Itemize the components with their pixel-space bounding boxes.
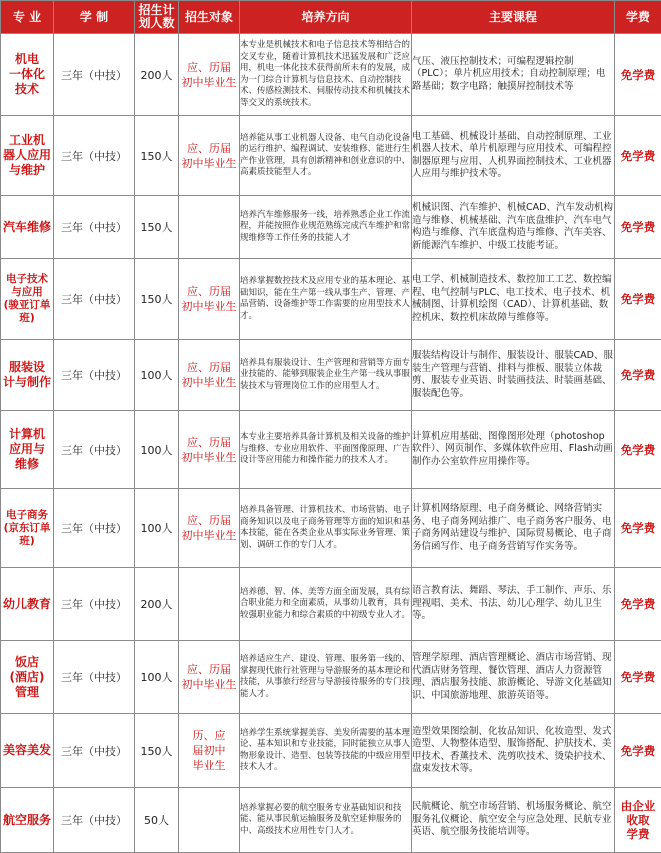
count-cell: 150人	[135, 259, 179, 340]
direction-cell: 本专业主要培养具备计算机及相关设备的维护与维修、专业应用软件、平面图像原理、广告设计等应用能力和操作能力的技术人才。	[240, 411, 412, 489]
major-cell: 电子技术 与应用 (骏亚订单班)	[1, 259, 54, 340]
courses-cell: 电工基础、机械设计基础、自动控制原理、工业机器人技术、单片机原理与应用技术、可编程控制器原理与应用、人机界面控制技术、工业机器人应用与维护技术等。	[412, 116, 615, 196]
count-cell: 50人	[135, 788, 179, 853]
header-count-line2: 划人数	[135, 17, 178, 30]
target-cell: 历、应 届初中 毕业生	[179, 714, 240, 788]
count-cell: 150人	[135, 196, 179, 259]
years-cell: 三年（中技）	[54, 196, 135, 259]
fee-cell: 免学费	[615, 34, 661, 116]
direction-cell: 培养学生系统掌握美容、美发所需要的基本理论、基本知识和专业技能，同时能独立从事人物形象设计、造型、包装等技能的中级应用型技术人才。	[240, 714, 412, 788]
target-cell: 应、历届 初中毕业生	[179, 34, 240, 116]
fee-cell: 免学费	[615, 641, 661, 714]
major-cell: 饭店 (酒店) 管理	[1, 641, 54, 714]
courses-cell: 计算机网络原理、电子商务概论、网络营销实务、电子商务网站推广、电子商务客户服务、电子商务网站建设与维护、国际贸易概论、电子商务信函写作、电子商务营销写作实务等。	[412, 489, 615, 568]
major-cell: 电子商务 (京东订单班)	[1, 489, 54, 568]
direction-cell: 培养能从事工业机器人设备、电气自动化设备的运行维护、编程调试、安装维修、能进行生产作业管理，具有创新精神和创业意识的中、高素质技能型人才。	[240, 116, 412, 196]
years-cell: 三年（中技）	[54, 788, 135, 853]
table-row	[1, 34, 661, 116]
header-count	[135, 1, 179, 34]
target-cell: 应、历届 初中毕业生	[179, 411, 240, 489]
count-cell: 100人	[135, 340, 179, 411]
target-cell: 应、历届 初中毕业生	[179, 116, 240, 196]
direction-cell: 培养掌握必要的航空服务专业基础知识和技能、能从事民航运输服务及航空延伸服务的中、高级技术应用性专门人才。	[240, 788, 412, 853]
count-cell: 150人	[135, 116, 179, 196]
courses-cell: 语言教育法、舞蹈、琴法、手工制作、声乐、乐理视唱、美术、书法、幼儿心理学、幼儿卫生等。	[412, 568, 615, 641]
years-cell: 三年（中技）	[54, 259, 135, 340]
courses-cell: 服装结构设计与制作、服装设计、服装CAD、服装生产管理与营销、排料与推板、服装立体裁剪、服装专业英语、时装画技法、时装画基础、服装配色等。	[412, 340, 615, 411]
years-cell: 三年（中技）	[54, 489, 135, 568]
target-cell	[179, 788, 240, 853]
major-cell: 美容美发	[1, 714, 54, 788]
fee-cell: 免学费	[615, 411, 661, 489]
major-cell: 计算机 应用与 维修	[1, 411, 54, 489]
header-courses: 主要课程	[412, 1, 615, 34]
count-cell: 200人	[135, 34, 179, 116]
target-cell	[179, 196, 240, 259]
direction-cell: 培养汽车维修服务一线，培养熟悉企业工作流程，并能按照作业规范熟练完成汽车维护和常规维修等工作任务的技能人才	[240, 196, 412, 259]
target-cell	[179, 568, 240, 641]
years-cell: 三年（中技）	[54, 34, 135, 116]
table-row	[1, 714, 661, 788]
table-row	[1, 489, 661, 568]
major-cell: 汽车维修	[1, 196, 54, 259]
years-cell: 三年（中技）	[54, 116, 135, 196]
table-row	[1, 116, 661, 196]
direction-cell: 培养具有服装设计、生产管理和营销等方面专业技能的、能够到服装企业生产第一线从事服装技术与管理岗位工作的应用型人才。	[240, 340, 412, 411]
fee-cell: 由企业 收取 学费	[615, 788, 661, 853]
years-cell: 三年（中技）	[54, 411, 135, 489]
target-cell: 应、历届 初中毕业生	[179, 259, 240, 340]
courses-cell: 气压、液压控制技术；可编程逻辑控制（PLC）；单片机应用技术；自动控制原理；电路基础；数字电路；触摸屏控制技术等	[412, 34, 615, 116]
major-cell: 航空服务	[1, 788, 54, 853]
header-row	[1, 1, 661, 34]
direction-cell: 培养适应生产、建设、管理、服务第一线的、掌握现代旅行社管理与导游服务的基本理论和技能，从事旅行经营与导游接待服务的专门技能人才。	[240, 641, 412, 714]
count-cell: 150人	[135, 714, 179, 788]
table-row	[1, 259, 661, 340]
major-cell: 机电 一体化 技术	[1, 34, 54, 116]
header-years: 学 制	[54, 1, 135, 34]
header-fee: 学费	[615, 1, 661, 34]
table-row	[1, 340, 661, 411]
courses-cell: 造型效果图绘制、化妆品知识、化妆造型、发式造型、人物整体造型、服饰搭配、护肤技术、美甲技术、香薰技术、洗剪吹技术、烫染护技术、盘束发技术等。	[412, 714, 615, 788]
header-target: 招生对象	[179, 1, 240, 34]
fee-cell: 免学费	[615, 196, 661, 259]
fee-cell: 免学费	[615, 489, 661, 568]
header-major: 专 业	[1, 1, 54, 34]
target-cell: 应、历届 初中毕业生	[179, 489, 240, 568]
target-cell: 应、历届 初中毕业生	[179, 340, 240, 411]
count-cell: 200人	[135, 568, 179, 641]
table-row	[1, 196, 661, 259]
count-cell: 100人	[135, 489, 179, 568]
years-cell: 三年（中技）	[54, 641, 135, 714]
count-cell: 100人	[135, 411, 179, 489]
direction-cell: 培养掌握数控技术及应用专业的基本理论、基础知识，能在生产第一线从事生产、管理、产品营销、设备维护等工作需要的应用型技术人才。	[240, 259, 412, 340]
major-cell: 服装设 计与制作	[1, 340, 54, 411]
table-row	[1, 568, 661, 641]
years-cell: 三年（中技）	[54, 568, 135, 641]
table-row	[1, 788, 661, 853]
years-cell: 三年（中技）	[54, 714, 135, 788]
header-direction: 培养方向	[240, 1, 412, 34]
table-row	[1, 411, 661, 489]
table-row	[1, 641, 661, 714]
years-cell: 三年（中技）	[54, 340, 135, 411]
direction-cell: 培养具备管理、计算机技术、市场营销、电子商务知识以及电子商务管理等方面的知识和基本技能，能在各类企业从事实际业务管理、策划、调研工作的专门人才。	[240, 489, 412, 568]
courses-cell: 机械识图、汽车维护、机械CAD、汽车发动机构造与维修、机械基础、汽车底盘维护、汽车电气构造与维修、汽车底盘构造与维修、汽车美容、新能源汽车维护、中级工技能考证。	[412, 196, 615, 259]
fee-cell: 免学费	[615, 714, 661, 788]
major-cell: 幼儿教育	[1, 568, 54, 641]
courses-cell: 管理学原理、酒店管理概论、酒店市场营销、现代酒店财务管理、餐饮管理、酒店人力资源管理、酒店服务技能、旅游概论、导游文化基础知识、中国旅游地理、旅游英语等。	[412, 641, 615, 714]
header-count-line1: 招生计	[135, 4, 178, 17]
courses-cell: 民航概论、航空市场营销、机场服务概论、航空服务礼仪概论、航空安全与应急处理、民航专业英语、航空服务技能培训等。	[412, 788, 615, 853]
direction-cell: 本专业是机械技术和电子信息技术等相结合的交叉专业，随着计算机技术迅猛发展和广泛应用，机电一体化技术获得前所未有的发展，成为一门综合计算机与信息技术、自动控制技术、传感检测技术、伺服传动技术和机械技术等交叉的系统技术。	[240, 34, 412, 116]
count-cell: 100人	[135, 641, 179, 714]
major-cell: 工业机 器人应用 与维护	[1, 116, 54, 196]
fee-cell: 免学费	[615, 568, 661, 641]
target-cell: 应、历届 初中毕业生	[179, 641, 240, 714]
direction-cell: 培养德、智、体、美等方面全面发展，具有综合职业能力和全面素质，从事幼儿教育，具有较强职业能力和综合素质的中初级专业人才。	[240, 568, 412, 641]
fee-cell: 免学费	[615, 116, 661, 196]
courses-cell: 计算机应用基础、图像图形处理（photoshop软件）、网页制作、多媒体软件应用、Flash动画制作办公室软件应用操作等。	[412, 411, 615, 489]
fee-cell: 免学费	[615, 259, 661, 340]
fee-cell: 免学费	[615, 340, 661, 411]
courses-cell: 电工学、机械制造技术、数控加工工艺、数控编程、电气控制与PLC、电工技术、电子技术、机械制图、计算机绘图（CAD）、计算机基础、数控机床、数控机床故障与维修等。	[412, 259, 615, 340]
